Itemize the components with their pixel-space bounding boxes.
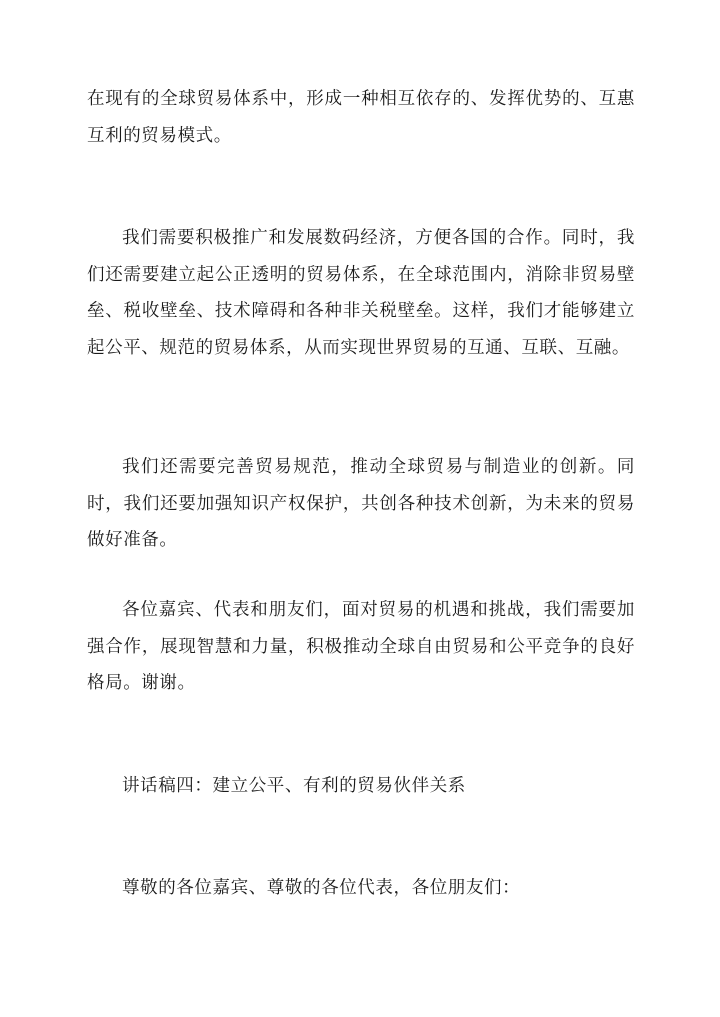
paragraph-1: 在现有的全球贸易体系中，形成一种相互依存的、发挥优势的、互惠互利的贸易模式。 [87, 89, 635, 146]
paragraph-2: 我们需要积极推广和发展数码经济，方便各国的合作。同时，我们还需要建立起公正透明的贸易体系，在全球范围内，消除非贸易壁垒、税收壁垒、技术障碍和各种非关税壁垒。这样，我们才能够建立起公平、规范的贸易体系，从而实现世界贸易的互通、互联、互融。 [87, 228, 635, 358]
salutation: 尊敬的各位嘉宾、尊敬的各位代表，各位朋友们： [122, 878, 521, 898]
paragraph-3: 我们还需要完善贸易规范，推动全球贸易与制造业的创新。同时，我们还要加强知识产权保护，共创各种技术创新，为未来的贸易做好准备。 [87, 457, 635, 550]
section-heading: 讲话稿四：建立公平、有利的贸易伙伴关系 [122, 776, 466, 796]
paragraph-4: 各位嘉宾、代表和朋友们，面对贸易的机遇和挑战，我们需要加强合作，展现智慧和力量，积极推动全球自由贸易和公平竞争的良好格局。谢谢。 [87, 600, 635, 693]
